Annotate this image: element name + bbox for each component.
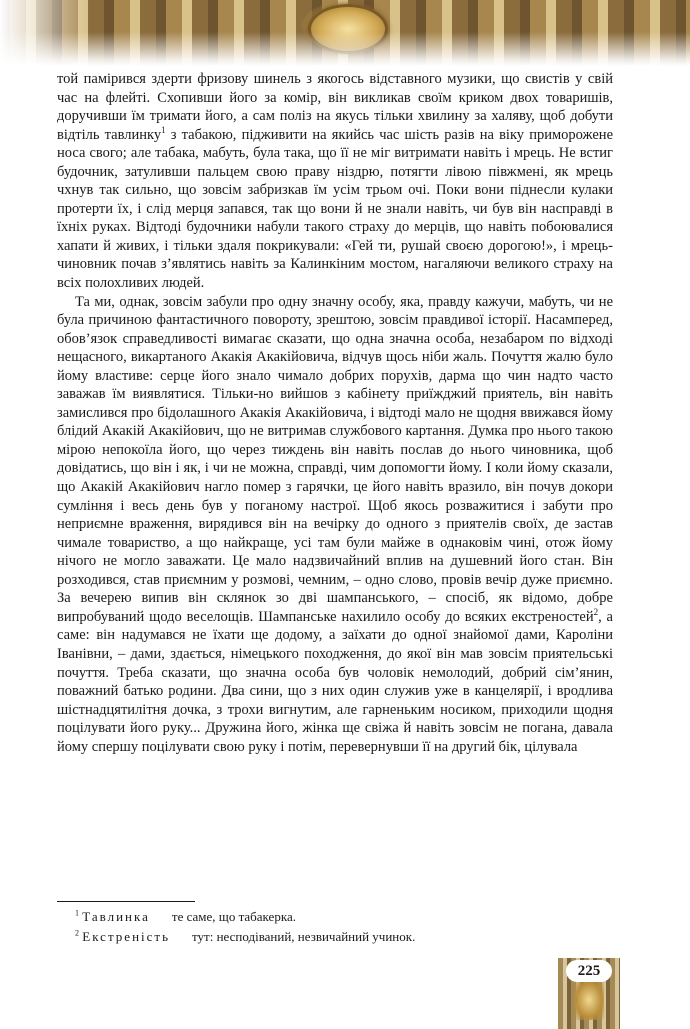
page-number: 225 xyxy=(566,960,612,982)
footnote-mark: 1 xyxy=(75,908,79,918)
footnote-definition: те саме, що табакерка. xyxy=(171,909,296,924)
footnote-definition: тут: несподіваний, незвичайний учинок. xyxy=(192,929,416,944)
paragraph-1-part-2: з табакою, підживити на якийсь час шість разів на віку приморожене носа свого; але табака, мабуть, була така, що її не міг витримати навіть і мрець. Не встиг будочник, затуливши пальцем свою праву ніздрю, потягти лівою півжмені, як мрець чхнув так сильно, що зовсім забризкав їм усім трьом очі. Поки вони піднесли кулаки протерти їх, і слід мерця запався, так що вони й не знали навіть, чи був він насправді в їхніх руках. Відтоді будочники набули такого страху до мерців, що навіть побоювалися хапати й живих, і тільки здаля покрикували: «Гей ти, рушай своєю дорогою!», і мрець-чиновник почав з’являтись навіть за Калинкіним мостом, нагаляючи великого страху на всіх полохливих людей. xyxy=(57,126,613,292)
gilded-medallion-icon xyxy=(308,4,388,54)
banner-fade xyxy=(0,0,90,66)
main-text xyxy=(57,70,613,756)
footnote-ref-2: 2 xyxy=(593,607,599,618)
paragraph-1-part-1: той памірився здерти фризову шинель з якогось відставного музики, що свистів у свій час на флейті. Схопивши його за комір, він викликав своїм криком двох товаришів, доручивши їм тримати його, а сам поліз на якусь тільки хвилину за халяву, щоб добути відтіль тавлинку xyxy=(57,71,613,143)
footnote-term: Екстреність xyxy=(82,929,171,944)
footnote-divider xyxy=(57,901,195,902)
decorative-header-banner xyxy=(0,0,690,66)
paragraph-2 xyxy=(57,293,613,757)
footnote-mark: 2 xyxy=(75,928,79,938)
footnote-2 xyxy=(57,927,613,947)
paragraph-1 xyxy=(57,70,613,293)
footnotes xyxy=(57,907,613,947)
paragraph-2-part-1: Та ми, однак, зовсім забули про одну значну особу, яка, правду кажучи, мабуть, чи не була причиною фантастичного повороту, зрештою, зовсім правдивої історії. Насамперед, обов’язок справедливості вимагає сказати, що одна значна особа, незабаром по відході нещасного, викартаного Акакія Акакійовича, відчув щось ніби жаль. Почуття жалю було йому властиве: серце його знало чимало добрих поруxів, дарма що чин надто часто заважав їм виявлятися. Тільки-но вийшов з кабінету приїжджий приятель, він навіть замислився про бідолашного Акакія Акакійовича, і відтоді мало не щодня ввижався йому блідий Акакій Акакійович, що не витримав службового картання. Думка про нього такою мірою непокоїла його, що через тиждень він навіть послав до нього чиновника, щоб довідатись, що він і як, і чи не можна, справді, чим допомогти йому. І коли йому сказали, що Акакій Акакійович нагло помер з гарячки, це його навіть вразило, він почув докори сумління і весь день був у поганому настрої. Щоб якось розважитися і забути про неприємне враження, вирядився він на вечірку до одного з приятелів своїх, де застав чимале товариство, а що найкраще, усі там були майже в однаковім чині, отож йому нічого не могло заважати. Це мало надзвичайний вплив на душевний його стан. Він розходився, став приємним у розмові, чемним, – одно слово, провів вечір дуже приємно. За вечерею випив він склянок зо дві шампанського, – спосіб, як відомо, добре випробуваний щодо веселощів. Шампанське нахилило особу до всяких екстреностей xyxy=(57,293,613,625)
footnote-term: Тавлинка xyxy=(82,909,150,924)
footnote-ref-1: 1 xyxy=(161,124,166,135)
footnote-1 xyxy=(57,907,613,927)
paragraph-2-part-2: , а саме: він надумався не їхати ще додому, а заїхати до одної знайомої дами, Кароліни Іванівни, – дами, здається, німецького походження, до якої він мав зовсім приятельські почуття. Треба сказати, що значна особа був чоловік немолодий, добрий сім’янин, поважний батько родини. Два сини, що з них один служив уже в канцелярії, і вродлива шістнадцятилітня дочка, з трохи вигнутим, але гарненьким носиком, приходили щодня поцілувати його руку... Дружина його, жінка ще свіжа й навіть зовсім не погана, давала йому спершу поцілувати свою руку і потім, перевернувши її на другий бік, цілувала xyxy=(57,608,613,755)
